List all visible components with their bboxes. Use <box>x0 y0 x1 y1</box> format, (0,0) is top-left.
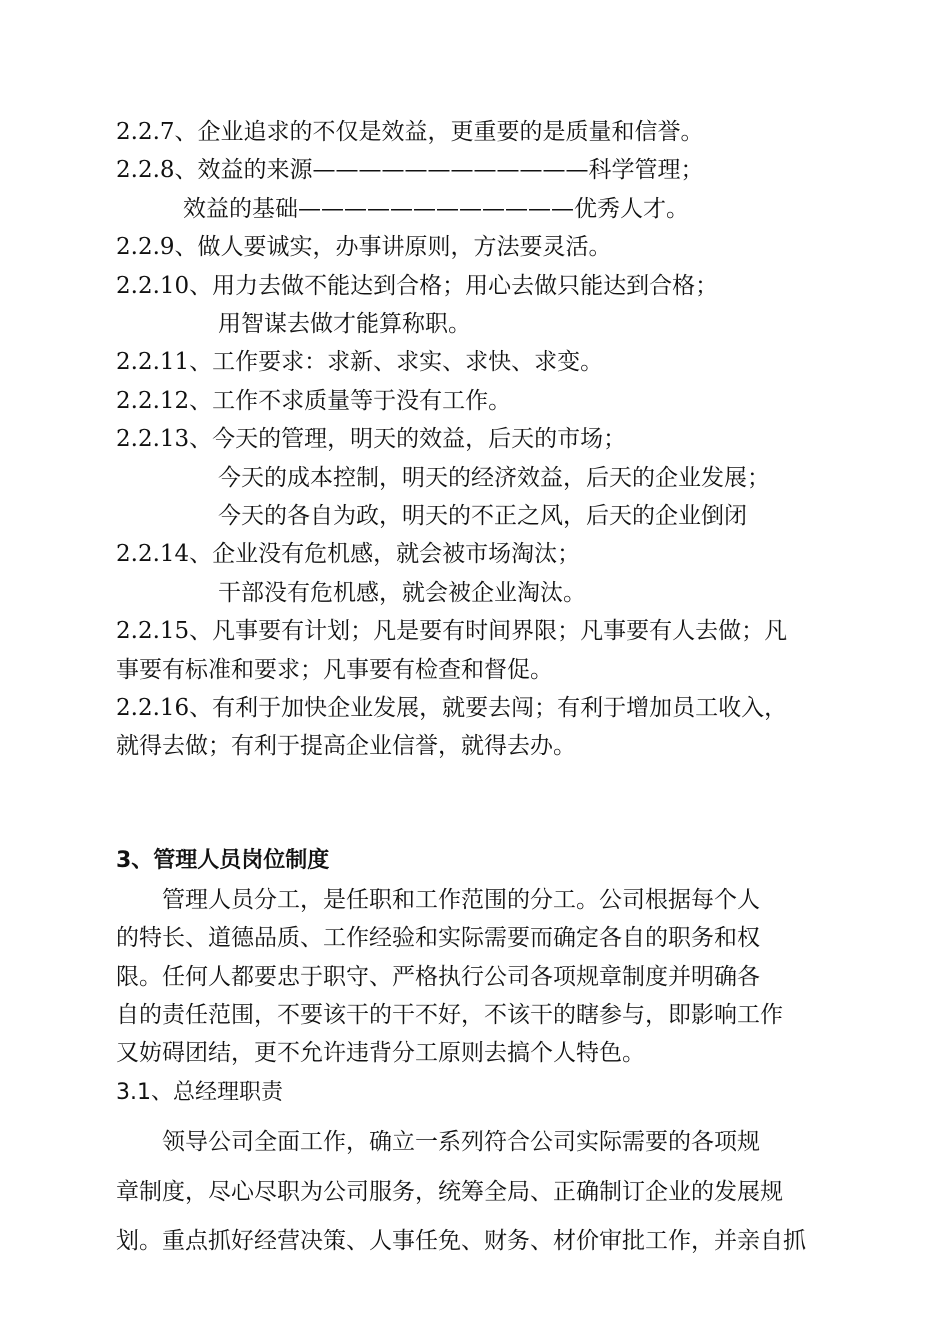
section-3-paragraph-line: 自的责任范围，不要该干的干不好，不该干的瞎参与，即影响工作 <box>116 1002 783 1028</box>
section-3-1-heading: 3.1、总经理职责 <box>116 1080 283 1105</box>
section-3-1-paragraph-line: 领导公司全面工作，确立一系列符合公司实际需要的各项规 <box>116 1129 760 1155</box>
section-3-paragraph-line: 的特长、道德品质、工作经验和实际需要而确定各自的职务和权 <box>116 925 760 951</box>
item-2-2-13: 2.2.13、今天的管理，明天的效益，后天的市场； <box>116 426 627 452</box>
item-2-2-10: 2.2.10、用力去做不能达到合格；用心去做只能达到合格； <box>116 273 719 299</box>
item-2-2-16: 2.2.16、有利于加快企业发展，就要去闯；有利于增加员工收入， <box>116 695 788 721</box>
item-2-2-7: 2.2.7、企业追求的不仅是效益，更重要的是质量和信誉。 <box>116 119 704 145</box>
item-2-2-8-cont: 效益的基础————————————优秀人才。 <box>183 196 689 222</box>
section-3-1-paragraph-line: 章制度，尽心尽职为公司服务，统筹全局、正确制订企业的发展规 <box>116 1179 783 1205</box>
item-2-2-15: 2.2.15、凡事要有计划；凡是要有时间界限；凡事要有人去做；凡 <box>116 618 788 644</box>
section-3-paragraph-line: 限。任何人都要忠于职守、严格执行公司各项规章制度并明确各 <box>116 964 760 990</box>
section-3-paragraph-line: 管理人员分工，是任职和工作范围的分工。公司根据每个人 <box>116 887 760 913</box>
item-2-2-8: 2.2.8、效益的来源————————————科学管理； <box>116 157 704 183</box>
item-2-2-16-cont: 就得去做；有利于提高企业信誉，就得去办。 <box>116 733 576 759</box>
item-2-2-14: 2.2.14、企业没有危机感，就会被市场淘汰； <box>116 541 581 567</box>
section-3-heading: 3、管理人员岗位制度 <box>116 848 330 873</box>
item-2-2-15-cont: 事要有标准和要求；凡事要有检查和督促。 <box>116 657 553 683</box>
item-2-2-13-cont1: 今天的成本控制，明天的经济效益，后天的企业发展； <box>218 465 770 491</box>
item-2-2-9: 2.2.9、做人要诚实，办事讲原则，方法要灵活。 <box>116 234 612 260</box>
item-2-2-14-cont: 干部没有危机感，就会被企业淘汰。 <box>218 580 586 606</box>
section-3-1-paragraph-line: 划。重点抓好经营决策、人事任免、财务、材价审批工作，并亲自抓 <box>116 1228 806 1254</box>
item-2-2-13-cont2: 今天的各自为政，明天的不正之风，后天的企业倒闭 <box>218 503 747 529</box>
item-2-2-10-cont: 用智谋去做才能算称职。 <box>218 311 471 337</box>
item-2-2-11: 2.2.11、工作要求：求新、求实、求快、求变。 <box>116 349 604 375</box>
section-3-paragraph-line: 又妨碍团结，更不允许违背分工原则去搞个人特色。 <box>116 1040 645 1066</box>
item-2-2-12: 2.2.12、工作不求质量等于没有工作。 <box>116 388 512 414</box>
